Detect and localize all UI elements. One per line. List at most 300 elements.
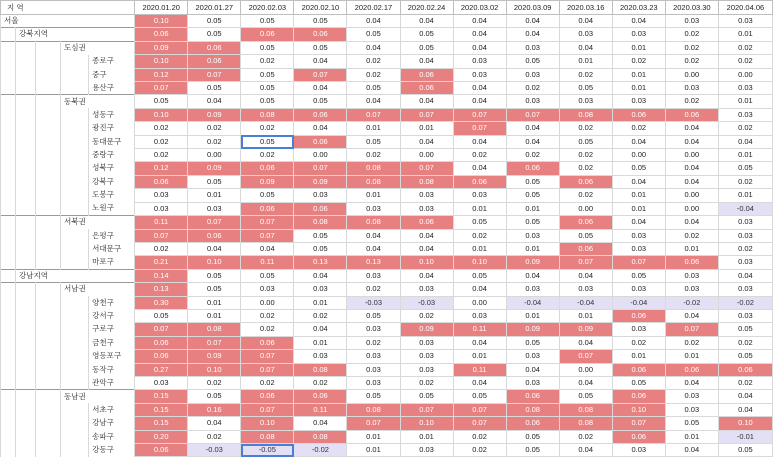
value-cell[interactable]: 0.01: [612, 68, 665, 81]
value-cell[interactable]: 0.02: [718, 55, 772, 68]
value-cell[interactable]: 0.01: [347, 189, 400, 202]
indent-cell[interactable]: [1, 309, 16, 322]
value-cell[interactable]: 0.07: [294, 68, 347, 81]
value-cell[interactable]: 0.04: [347, 242, 400, 255]
value-cell[interactable]: 0.02: [135, 242, 188, 255]
region-name-cell[interactable]: 동작구: [89, 363, 135, 376]
value-cell[interactable]: 0.10: [718, 417, 772, 430]
indent-cell[interactable]: [16, 242, 36, 255]
indent-cell[interactable]: [16, 444, 36, 457]
indent-cell[interactable]: [61, 417, 89, 430]
indent-cell[interactable]: [61, 350, 89, 363]
value-cell[interactable]: 0.04: [506, 135, 559, 148]
value-cell[interactable]: 0.10: [188, 363, 241, 376]
value-cell[interactable]: 0.02: [506, 149, 559, 162]
value-cell[interactable]: 0.01: [506, 242, 559, 255]
value-cell[interactable]: 0.03: [506, 376, 559, 389]
value-cell[interactable]: 0.04: [665, 162, 718, 175]
region-name-cell[interactable]: 마포구: [89, 256, 135, 269]
value-cell[interactable]: 0.00: [665, 189, 718, 202]
value-cell[interactable]: 0.07: [241, 350, 294, 363]
indent-cell[interactable]: [36, 68, 61, 81]
value-cell[interactable]: 0.04: [400, 55, 453, 68]
indent-cell[interactable]: [16, 336, 36, 349]
value-cell[interactable]: 0.04: [506, 122, 559, 135]
region-name-cell[interactable]: 강북구: [89, 175, 135, 188]
value-cell[interactable]: 0.01: [718, 28, 772, 41]
value-cell[interactable]: 0.01: [718, 95, 772, 108]
value-cell[interactable]: 0.02: [188, 122, 241, 135]
value-cell[interactable]: 0.11: [453, 363, 506, 376]
region-name-cell[interactable]: 영등포구: [89, 350, 135, 363]
value-cell[interactable]: 0.02: [559, 162, 612, 175]
indent-cell[interactable]: [1, 229, 16, 242]
date-header[interactable]: 2020.03.23: [612, 1, 665, 15]
value-cell[interactable]: 0.04: [400, 269, 453, 282]
value-cell[interactable]: 0.01: [400, 122, 453, 135]
value-cell[interactable]: 0.06: [241, 336, 294, 349]
value-cell[interactable]: 0.05: [400, 28, 453, 41]
region-name-cell[interactable]: 금천구: [89, 336, 135, 349]
value-cell[interactable]: 0.03: [453, 68, 506, 81]
indent-cell[interactable]: [36, 149, 61, 162]
indent-cell[interactable]: [1, 296, 16, 309]
value-cell[interactable]: -0.04: [506, 296, 559, 309]
value-cell[interactable]: 0.03: [135, 202, 188, 215]
value-cell[interactable]: -0.04: [718, 202, 772, 215]
value-cell[interactable]: 0.02: [665, 41, 718, 54]
value-cell[interactable]: 0.04: [347, 41, 400, 54]
region-name-cell[interactable]: 관악구: [89, 376, 135, 389]
value-cell[interactable]: 0.10: [453, 256, 506, 269]
value-cell[interactable]: 0.03: [347, 376, 400, 389]
indent-cell[interactable]: [36, 82, 61, 95]
value-cell[interactable]: 0.04: [665, 309, 718, 322]
value-cell[interactable]: -0.02: [294, 444, 347, 457]
value-cell[interactable]: 0.07: [612, 256, 665, 269]
indent-cell[interactable]: [36, 41, 61, 54]
indent-cell[interactable]: [61, 55, 89, 68]
indent-cell[interactable]: [16, 175, 36, 188]
value-cell[interactable]: 0.02: [241, 323, 294, 336]
value-cell[interactable]: 0.04: [453, 336, 506, 349]
value-cell[interactable]: 0.07: [241, 229, 294, 242]
value-cell[interactable]: 0.11: [453, 323, 506, 336]
indent-cell[interactable]: [1, 376, 16, 389]
value-cell[interactable]: 0.03: [400, 336, 453, 349]
value-cell[interactable]: 0.03: [294, 350, 347, 363]
value-cell[interactable]: 0.03: [506, 229, 559, 242]
indent-cell[interactable]: [16, 95, 36, 108]
region-name-cell[interactable]: 구로구: [89, 323, 135, 336]
value-cell[interactable]: 0.05: [135, 309, 188, 322]
value-cell[interactable]: 0.04: [400, 135, 453, 148]
value-cell[interactable]: 0.06: [559, 216, 612, 229]
value-cell[interactable]: 0.05: [241, 189, 294, 202]
value-cell[interactable]: 0.11: [135, 216, 188, 229]
value-cell[interactable]: 0.04: [506, 269, 559, 282]
value-cell[interactable]: 0.05: [559, 229, 612, 242]
value-cell[interactable]: 0.03: [400, 444, 453, 457]
value-cell[interactable]: 0.03: [665, 390, 718, 403]
value-cell[interactable]: 0.12: [135, 162, 188, 175]
value-cell[interactable]: 0.02: [135, 149, 188, 162]
value-cell[interactable]: 0.13: [294, 256, 347, 269]
region-name-cell[interactable]: 서북권: [61, 216, 135, 229]
value-cell[interactable]: 0.02: [400, 376, 453, 389]
value-cell[interactable]: 0.05: [241, 68, 294, 81]
value-cell[interactable]: 0.01: [188, 189, 241, 202]
value-cell[interactable]: 0.05: [294, 242, 347, 255]
value-cell[interactable]: 0.10: [400, 417, 453, 430]
value-cell[interactable]: 0.05: [506, 444, 559, 457]
value-cell[interactable]: 0.02: [135, 135, 188, 148]
indent-cell[interactable]: [61, 189, 89, 202]
indent-cell[interactable]: [61, 376, 89, 389]
value-cell[interactable]: 0.03: [400, 363, 453, 376]
value-cell[interactable]: 0.01: [453, 202, 506, 215]
value-cell[interactable]: 0.11: [241, 256, 294, 269]
value-cell[interactable]: 0.03: [400, 202, 453, 215]
value-cell[interactable]: 0.04: [294, 323, 347, 336]
indent-cell[interactable]: [61, 68, 89, 81]
value-cell[interactable]: 0.02: [612, 336, 665, 349]
value-cell[interactable]: 0.01: [559, 55, 612, 68]
indent-cell[interactable]: [36, 283, 61, 296]
indent-cell[interactable]: [36, 296, 61, 309]
indent-cell[interactable]: [1, 390, 16, 403]
value-cell[interactable]: 0.05: [506, 336, 559, 349]
value-cell[interactable]: 0.20: [135, 430, 188, 443]
indent-cell[interactable]: [61, 430, 89, 443]
value-cell[interactable]: 0.04: [506, 15, 559, 28]
value-cell[interactable]: 0.01: [559, 309, 612, 322]
value-cell[interactable]: 0.04: [453, 376, 506, 389]
indent-cell[interactable]: [16, 229, 36, 242]
value-cell[interactable]: 0.04: [665, 175, 718, 188]
value-cell[interactable]: 0.08: [559, 108, 612, 121]
value-cell[interactable]: 0.10: [612, 403, 665, 416]
indent-cell[interactable]: [61, 229, 89, 242]
value-cell[interactable]: 0.04: [347, 15, 400, 28]
value-cell[interactable]: 0.01: [612, 82, 665, 95]
value-cell[interactable]: 0.02: [294, 376, 347, 389]
value-cell[interactable]: 0.06: [506, 162, 559, 175]
indent-cell[interactable]: [1, 444, 16, 457]
value-cell[interactable]: 0.02: [506, 82, 559, 95]
value-cell[interactable]: 0.04: [400, 242, 453, 255]
value-cell[interactable]: 0.01: [294, 336, 347, 349]
indent-cell[interactable]: [1, 135, 16, 148]
value-cell[interactable]: 0.12: [135, 68, 188, 81]
value-cell[interactable]: 0.04: [400, 15, 453, 28]
value-cell[interactable]: 0.03: [135, 189, 188, 202]
indent-cell[interactable]: [16, 108, 36, 121]
value-cell[interactable]: 0.03: [718, 229, 772, 242]
value-cell[interactable]: 0.05: [612, 269, 665, 282]
value-cell[interactable]: 0.08: [347, 216, 400, 229]
region-name-cell[interactable]: 성동구: [89, 108, 135, 121]
date-header[interactable]: 2020.03.02: [453, 1, 506, 15]
value-cell[interactable]: 0.06: [294, 108, 347, 121]
value-cell[interactable]: 0.04: [241, 242, 294, 255]
value-cell[interactable]: 0.06: [612, 430, 665, 443]
value-cell[interactable]: 0.01: [665, 242, 718, 255]
value-cell[interactable]: 0.08: [241, 430, 294, 443]
value-cell[interactable]: 0.05: [506, 430, 559, 443]
value-cell[interactable]: 0.06: [400, 82, 453, 95]
value-cell[interactable]: 0.06: [294, 135, 347, 148]
value-cell[interactable]: 0.02: [241, 122, 294, 135]
value-cell[interactable]: 0.05: [188, 28, 241, 41]
value-cell[interactable]: 0.02: [665, 55, 718, 68]
value-cell[interactable]: 0.04: [294, 417, 347, 430]
value-cell[interactable]: 0.08: [294, 216, 347, 229]
value-cell[interactable]: 0.07: [347, 108, 400, 121]
indent-cell[interactable]: [1, 189, 16, 202]
value-cell[interactable]: 0.00: [559, 363, 612, 376]
indent-cell[interactable]: [1, 283, 16, 296]
indent-cell[interactable]: [16, 82, 36, 95]
indent-cell[interactable]: [36, 336, 61, 349]
indent-cell[interactable]: [1, 336, 16, 349]
value-cell[interactable]: 0.05: [718, 162, 772, 175]
value-cell[interactable]: 0.13: [347, 256, 400, 269]
value-cell[interactable]: 0.06: [135, 28, 188, 41]
value-cell[interactable]: 0.08: [347, 162, 400, 175]
value-cell[interactable]: 0.02: [188, 430, 241, 443]
value-cell[interactable]: 0.00: [718, 68, 772, 81]
value-cell[interactable]: 0.06: [188, 55, 241, 68]
value-cell[interactable]: 0.04: [453, 28, 506, 41]
value-cell[interactable]: 0.04: [612, 216, 665, 229]
indent-cell[interactable]: [16, 149, 36, 162]
value-cell[interactable]: 0.03: [718, 283, 772, 296]
indent-cell[interactable]: [36, 55, 61, 68]
value-cell[interactable]: 0.06: [612, 390, 665, 403]
value-cell[interactable]: 0.02: [135, 122, 188, 135]
value-cell[interactable]: 0.05: [294, 229, 347, 242]
value-cell[interactable]: 0.01: [506, 202, 559, 215]
value-cell[interactable]: 0.03: [612, 95, 665, 108]
value-cell[interactable]: 0.02: [559, 430, 612, 443]
value-cell[interactable]: 0.05: [135, 95, 188, 108]
date-header[interactable]: 2020.02.10: [294, 1, 347, 15]
indent-cell[interactable]: [1, 242, 16, 255]
value-cell[interactable]: 0.04: [453, 95, 506, 108]
value-cell[interactable]: 0.05: [718, 323, 772, 336]
value-cell[interactable]: 0.03: [135, 376, 188, 389]
region-name-cell[interactable]: 중구: [89, 68, 135, 81]
indent-cell[interactable]: [1, 216, 16, 229]
value-cell[interactable]: 0.07: [135, 82, 188, 95]
indent-cell[interactable]: [61, 202, 89, 215]
value-cell[interactable]: 0.09: [294, 175, 347, 188]
value-cell[interactable]: 0.06: [612, 108, 665, 121]
value-cell[interactable]: 0.03: [559, 95, 612, 108]
value-cell[interactable]: 0.05: [453, 390, 506, 403]
value-cell[interactable]: 0.05: [294, 15, 347, 28]
value-cell[interactable]: 0.06: [665, 363, 718, 376]
indent-cell[interactable]: [36, 323, 61, 336]
value-cell[interactable]: 0.06: [135, 336, 188, 349]
value-cell[interactable]: 0.07: [453, 403, 506, 416]
value-cell[interactable]: 0.04: [718, 390, 772, 403]
indent-cell[interactable]: [36, 363, 61, 376]
value-cell[interactable]: 0.02: [718, 122, 772, 135]
region-name-cell[interactable]: 용산구: [89, 82, 135, 95]
indent-cell[interactable]: [61, 175, 89, 188]
value-cell[interactable]: 0.01: [612, 189, 665, 202]
value-cell[interactable]: 0.04: [294, 122, 347, 135]
value-cell[interactable]: 0.07: [453, 417, 506, 430]
date-header[interactable]: 2020.04.06: [718, 1, 772, 15]
value-cell[interactable]: 0.04: [559, 444, 612, 457]
value-cell[interactable]: 0.21: [135, 256, 188, 269]
value-cell[interactable]: 0.02: [665, 336, 718, 349]
value-cell[interactable]: 0.02: [347, 336, 400, 349]
value-cell[interactable]: 0.04: [188, 242, 241, 255]
indent-cell[interactable]: [61, 309, 89, 322]
value-cell[interactable]: 0.03: [400, 350, 453, 363]
value-cell[interactable]: 0.10: [188, 256, 241, 269]
value-cell[interactable]: 0.03: [612, 229, 665, 242]
value-cell[interactable]: 0.03: [665, 283, 718, 296]
value-cell[interactable]: 0.05: [506, 216, 559, 229]
value-cell[interactable]: 0.02: [559, 149, 612, 162]
value-cell[interactable]: 0.04: [453, 82, 506, 95]
indent-cell[interactable]: [16, 323, 36, 336]
value-cell[interactable]: 0.05: [241, 82, 294, 95]
value-cell[interactable]: 0.02: [559, 122, 612, 135]
region-name-cell[interactable]: 중랑구: [89, 149, 135, 162]
value-cell[interactable]: 0.03: [453, 309, 506, 322]
indent-cell[interactable]: [16, 256, 36, 269]
value-cell[interactable]: 0.05: [400, 41, 453, 54]
value-cell[interactable]: 0.03: [506, 41, 559, 54]
value-cell[interactable]: 0.04: [453, 15, 506, 28]
value-cell[interactable]: 0.00: [188, 149, 241, 162]
date-header[interactable]: 2020.02.24: [400, 1, 453, 15]
value-cell[interactable]: 0.04: [559, 41, 612, 54]
region-name-cell[interactable]: 종로구: [89, 55, 135, 68]
value-cell[interactable]: 0.02: [347, 68, 400, 81]
value-cell[interactable]: 0.03: [347, 363, 400, 376]
value-cell[interactable]: 0.04: [665, 444, 718, 457]
value-cell[interactable]: 0.00: [612, 149, 665, 162]
value-cell[interactable]: 0.02: [665, 95, 718, 108]
value-cell[interactable]: 0.05: [347, 82, 400, 95]
value-cell[interactable]: 0.04: [294, 82, 347, 95]
value-cell[interactable]: 0.07: [241, 363, 294, 376]
indent-cell[interactable]: [16, 162, 36, 175]
value-cell[interactable]: 0.03: [612, 242, 665, 255]
value-cell[interactable]: 0.05: [453, 216, 506, 229]
value-cell[interactable]: 0.07: [188, 336, 241, 349]
indent-cell[interactable]: [16, 403, 36, 416]
value-cell[interactable]: 0.02: [718, 242, 772, 255]
indent-cell[interactable]: [16, 430, 36, 443]
value-cell[interactable]: 0.09: [188, 350, 241, 363]
value-cell[interactable]: 0.05: [188, 82, 241, 95]
value-cell[interactable]: 0.05: [347, 390, 400, 403]
region-name-cell[interactable]: 송파구: [89, 430, 135, 443]
value-cell[interactable]: 0.05: [559, 390, 612, 403]
value-cell[interactable]: 0.02: [718, 336, 772, 349]
value-cell[interactable]: 0.04: [506, 363, 559, 376]
indent-cell[interactable]: [36, 444, 61, 457]
value-cell[interactable]: 0.04: [612, 15, 665, 28]
date-header[interactable]: 2020.01.20: [135, 1, 188, 15]
value-cell[interactable]: 0.04: [400, 95, 453, 108]
value-cell[interactable]: 0.02: [559, 189, 612, 202]
indent-cell[interactable]: [36, 242, 61, 255]
value-cell[interactable]: -0.02: [718, 296, 772, 309]
value-cell[interactable]: 0.10: [400, 256, 453, 269]
value-cell[interactable]: 0.02: [665, 229, 718, 242]
indent-cell[interactable]: [1, 28, 16, 41]
value-cell[interactable]: 0.06: [135, 350, 188, 363]
value-cell[interactable]: 0.01: [718, 149, 772, 162]
value-cell[interactable]: 0.02: [612, 55, 665, 68]
value-cell[interactable]: -0.03: [347, 296, 400, 309]
indent-cell[interactable]: [36, 229, 61, 242]
value-cell[interactable]: 0.03: [559, 28, 612, 41]
value-cell[interactable]: 0.05: [241, 15, 294, 28]
value-cell[interactable]: 0.03: [665, 15, 718, 28]
indent-cell[interactable]: [61, 162, 89, 175]
indent-cell[interactable]: [16, 417, 36, 430]
value-cell[interactable]: -0.01: [718, 430, 772, 443]
value-cell[interactable]: 0.04: [612, 175, 665, 188]
value-cell[interactable]: 0.02: [453, 149, 506, 162]
value-cell[interactable]: 0.03: [347, 350, 400, 363]
indent-cell[interactable]: [61, 242, 89, 255]
value-cell[interactable]: 0.03: [718, 256, 772, 269]
value-cell[interactable]: 0.02: [241, 149, 294, 162]
value-cell[interactable]: 0.03: [559, 283, 612, 296]
value-cell[interactable]: 0.06: [241, 390, 294, 403]
value-cell[interactable]: 0.05: [241, 41, 294, 54]
value-cell[interactable]: 0.08: [559, 417, 612, 430]
value-cell[interactable]: 0.03: [718, 15, 772, 28]
value-cell[interactable]: 0.02: [241, 55, 294, 68]
value-cell[interactable]: 0.05: [241, 269, 294, 282]
value-cell[interactable]: 0.01: [612, 350, 665, 363]
indent-cell[interactable]: [36, 309, 61, 322]
value-cell[interactable]: 0.02: [188, 135, 241, 148]
value-cell[interactable]: 0.06: [506, 390, 559, 403]
value-cell[interactable]: 0.06: [453, 175, 506, 188]
indent-cell[interactable]: [1, 55, 16, 68]
indent-cell[interactable]: [16, 350, 36, 363]
value-cell[interactable]: 0.04: [559, 15, 612, 28]
indent-cell[interactable]: [61, 135, 89, 148]
value-cell[interactable]: 0.03: [612, 28, 665, 41]
value-cell[interactable]: 0.04: [665, 135, 718, 148]
date-header[interactable]: 2020.03.16: [559, 1, 612, 15]
indent-cell[interactable]: [16, 68, 36, 81]
value-cell[interactable]: 0.01: [400, 430, 453, 443]
value-cell[interactable]: 0.02: [347, 149, 400, 162]
indent-cell[interactable]: [1, 108, 16, 121]
region-name-cell[interactable]: 강서구: [89, 309, 135, 322]
indent-cell[interactable]: [16, 41, 36, 54]
value-cell[interactable]: 0.06: [400, 216, 453, 229]
value-cell[interactable]: 0.04: [188, 417, 241, 430]
indent-cell[interactable]: [36, 350, 61, 363]
region-name-cell[interactable]: 동남권: [61, 390, 135, 403]
